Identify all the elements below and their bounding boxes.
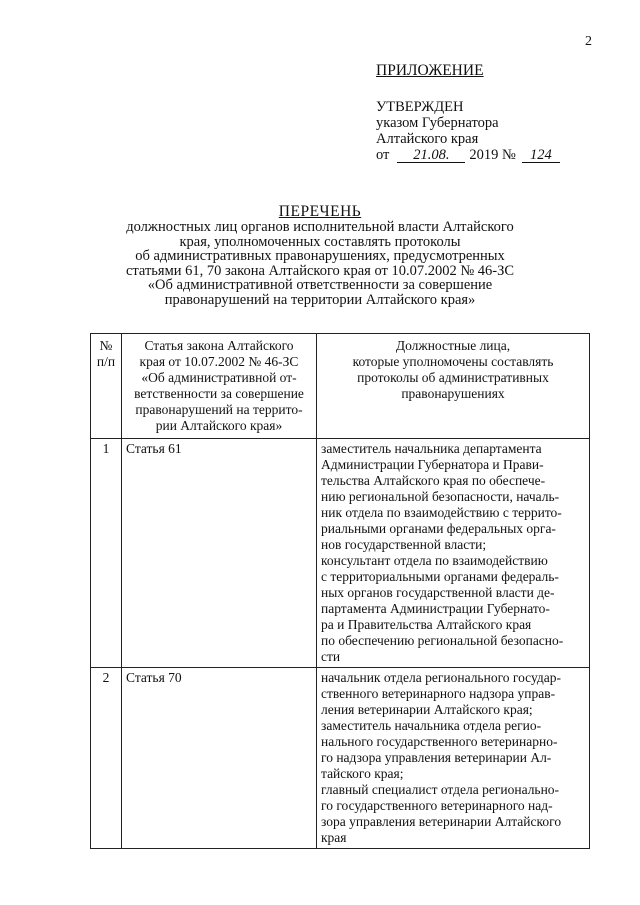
title-line: правонарушений на территории Алтайского края» <box>164 291 476 308</box>
officials-line: го надзора управления ветеринарии Ал- <box>321 750 552 765</box>
title-line: «Об административной ответственности за совершение <box>147 277 493 293</box>
header-text: «Об административной от- <box>141 370 297 385</box>
header-text: ветственности за совершение <box>134 386 304 401</box>
officials-line: с территориальными органами федераль- <box>321 569 559 584</box>
header-text: № <box>99 338 113 353</box>
title-line: должностных лиц органов исполнительной власти Алтайского <box>126 219 514 235</box>
document-heading: ПЕРЕЧЕНЬ <box>278 203 362 220</box>
officials-line: го государственного ветеринарного над- <box>321 798 553 813</box>
title-line: края, уполномоченных составлять протоколы <box>179 233 461 250</box>
decree-year: 2019 <box>469 147 499 163</box>
decree-date: 21.08. <box>397 148 465 163</box>
officials-line: Администрации Губернатора и Прави- <box>321 457 544 472</box>
officials-line: сти <box>321 649 341 664</box>
officials-line: тайского края; <box>321 766 404 781</box>
officials-line: края <box>321 830 347 845</box>
approval-block <box>376 63 560 163</box>
title-line: об административных правонарушениях, предусмотренных <box>135 248 505 264</box>
officials-line: нального государственного ветеринарно- <box>321 734 558 749</box>
row-officials <box>317 668 590 849</box>
row-num: 2 <box>91 668 122 849</box>
officials-line: заместитель начальника отдела регио- <box>321 718 542 733</box>
row-article: Статья 70 <box>122 668 317 849</box>
table-row <box>91 439 590 668</box>
officials-line: ник отдела по взаимодействию с террито- <box>321 505 562 520</box>
header-text: правонарушений на террито- <box>135 402 303 417</box>
header-text: края от 10.07.2002 № 46-ЗС <box>139 354 299 369</box>
row-article: Статья 61 <box>122 439 317 668</box>
row-num: 1 <box>91 439 122 668</box>
approved-by-line-2: Алтайского края <box>376 131 479 147</box>
officials-line: начальник отдела регионального государ- <box>321 670 562 685</box>
officials-line: ра и Правительства Алтайского края <box>321 617 532 632</box>
officials-line: главный специалист отдела регионально- <box>321 782 560 797</box>
approved-by-line-1: указом Губернатора <box>376 115 499 131</box>
row-officials <box>317 439 590 668</box>
title-line: статьями 61, 70 закона Алтайского края от 10.07.2002 № 46-ЗС <box>125 262 515 279</box>
header-text: Статья закона Алтайского <box>144 338 294 353</box>
officials-line: тельства Алтайского края по обеспече- <box>321 473 546 488</box>
header-text: правонарушениях <box>401 386 505 401</box>
officials-line: консультант отдела по взаимодействию <box>321 553 548 568</box>
header-text: рии Алтайского края» <box>155 418 283 433</box>
decree-date-line <box>376 147 560 163</box>
officials-line: по обеспечению региональной безопасно- <box>321 633 564 648</box>
officials-line: ления ветеринарии Алтайского края; <box>321 702 533 717</box>
officials-line: зора управления ветеринарии Алтайского <box>321 814 562 829</box>
table-header-row <box>91 334 590 439</box>
officials-line: ственного ветеринарного надзора управ- <box>321 686 556 701</box>
approved-label: УТВЕРЖДЕН <box>376 99 464 115</box>
officials-line: нию региональной безопасности, началь- <box>321 489 560 504</box>
page-number: 2 <box>585 34 592 49</box>
table-row <box>91 668 590 849</box>
decree-number: 124 <box>522 148 560 163</box>
header-officials <box>317 334 590 439</box>
number-sign: № <box>502 147 516 163</box>
officials-table <box>90 333 590 849</box>
officials-line: заместитель начальника департамента <box>321 441 542 456</box>
header-text: Должностные лица, <box>395 338 511 353</box>
header-text: которые уполномочены составлять <box>352 354 554 369</box>
header-article <box>122 334 317 439</box>
date-prefix: от <box>376 147 390 163</box>
officials-line: риальными органами федеральных орга- <box>321 521 556 536</box>
officials-line: ных органов государственной власти де- <box>321 585 555 600</box>
header-text: протоколы об административных <box>357 370 549 385</box>
officials-line: нов государственной власти; <box>321 537 487 552</box>
header-num <box>91 334 122 439</box>
appendix-title: ПРИЛОЖЕНИЕ <box>376 62 484 79</box>
officials-line: партамента Администрации Губернато- <box>321 601 550 616</box>
document-title-block <box>0 203 640 307</box>
header-text: п/п <box>96 354 116 369</box>
